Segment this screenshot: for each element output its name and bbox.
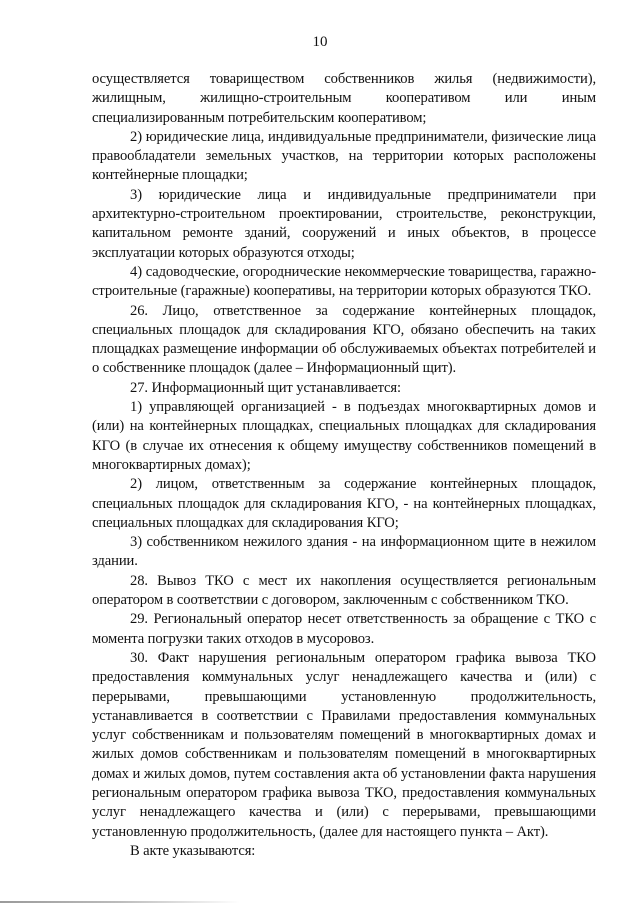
paragraph-clause-26: 26. Лицо, ответственное за содержание контейнерных площадок, специальных площадок для складирования КГО, обязано обеспечить на таких площадках размещение информации об обслуживаемых объектах потребителей и о собственнике площадок (далее – Информационный щит).: [92, 302, 596, 377]
paragraph-item-3: 3) юридические лица и индивидуальные предприниматели при архитектурно-строительном проектировании, строительстве, реконструкции, капитальном ремонте зданий, сооружений и иных объектов, в процессе эксплуатации которых образуются отходы;: [92, 186, 596, 261]
paragraph-clause-27-item-2: 2) лицом, ответственным за содержание контейнерных площадок, специальных площадок для складирования КГО, - на контейнерных площадках, специальных площадках для складирования КГО;: [92, 476, 596, 531]
paragraph-clause-27: 27. Информационный щит устанавливается:: [130, 379, 401, 396]
paragraph-clause-30: 30. Факт нарушения региональным оператором графика вывоза ТКО предоставления коммунальных услуг ненадлежащего качества и (или) с перерывами, превышающими установленную продолжительность, устанавливается в соответствии с Правилами предоставления коммунальных услуг собственникам и пользователям помещений в многоквартирных домах и жилых домов собственникам и пользователям помещений в многоквартирных домах и жилых домов, путем составления акта об установлении факта нарушения региональным оператором графика вывоза ТКО, предоставления коммунальных услуг ненадлежащего качества и (или) с перерывами, превышающими установленную продолжительность, (далее для настоящего пункта – Акт).: [92, 649, 596, 840]
paragraph-item-2: 2) юридические лица, индивидуальные предприниматели, физические лица правообладатели земельных участков, на территории которых расположены контейнерные площадки;: [92, 128, 596, 184]
page-number: 10: [312, 34, 328, 50]
document-body: [92, 70, 596, 861]
paragraph-clause-28: 28. Вывоз ТКО с мест их накопления осуществляется региональным оператором в соответствии с договором, заключенным с собственником ТКО.: [92, 572, 596, 609]
scan-edge-artifact: [0, 901, 240, 903]
paragraph-clause-29: 29. Региональный оператор несет ответственность за обращение с ТКО с момента погрузки таких отходов в мусоровоз.: [92, 611, 596, 647]
paragraph-clause-27-item-3: 3) собственником нежилого здания - на информационном щите в нежилом здании.: [92, 534, 596, 570]
paragraph-clause-27-item-1: 1) управляющей организацией - в подъездах многоквартирных домов и (или) на контейнерных площадках, специальных площадках для складирования КГО (в случае их отнесения к общему имуществу собственников помещений в многоквартирных домах);: [92, 399, 596, 473]
paragraph-continuation: осуществляется товариществом собственников жилья (недвижимости), жилищным, жилищно-строительным кооперативом или иным специализированным потребительским кооперативом;: [92, 71, 596, 126]
paragraph-act-contents-intro: В акте указываются:: [130, 842, 256, 859]
paragraph-item-4: 4) садоводческие, огороднические некоммерческие товарищества, гаражно-строительные (гаражные) кооперативы, на территории которых образуются ТКО.: [92, 263, 596, 300]
